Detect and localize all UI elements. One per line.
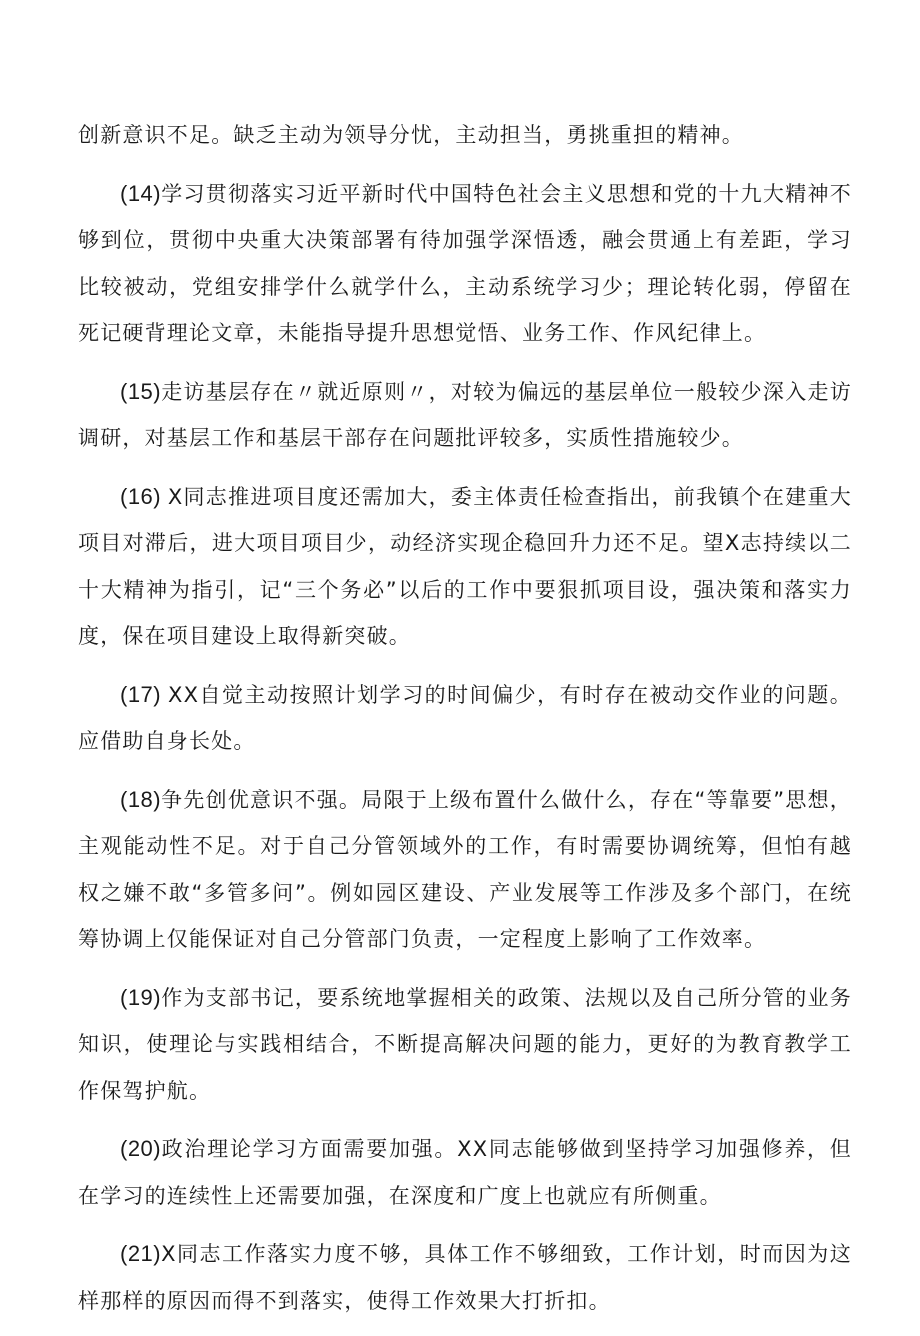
paragraph-15 — [78, 369, 852, 462]
paragraph-text: X同志工作落实力度不够，具体工作不够细致，工作计划，时而因为这样那样的原因而得不到落实，使得工作效果大打折扣。 — [78, 1242, 852, 1313]
paragraph-number: (20) — [120, 1136, 162, 1161]
paragraph-20 — [78, 1126, 852, 1219]
paragraph-number: (16) — [120, 483, 168, 509]
paragraph-text: 作为支部书记，要系统地掌握相关的政策、法规以及自己所分管的业务知识，使理论与实践相结合，不断提高解决问题的能力，更好的为教育教学工作保驾护航。 — [78, 985, 852, 1103]
paragraph-number: (17) — [120, 681, 169, 707]
paragraph-number: (18) — [120, 786, 162, 812]
paragraph-continuation — [78, 112, 852, 159]
paragraph-text: X同志推进项目度还需加大，委主体责任检查指出，前我镇个在建重大项目对滞后，进大项目项目少，动经济实现企稳回升力还不足。望X志持续以二十大精神为指引，记“三个务必”以后的工作中要狠抓项目设，强决策和落实力度，保在项目建设上取得新突破。 — [78, 484, 852, 648]
paragraph-17 — [78, 672, 852, 765]
paragraph-number: (15) — [120, 378, 162, 404]
paragraph-18 — [78, 777, 852, 963]
paragraph-number: (21) — [120, 1241, 162, 1266]
paragraph-number: (14) — [120, 180, 162, 206]
paragraph-text: 学习贯彻落实习近平新时代中国特色社会主义思想和党的十九大精神不够到位，贯彻中央重大决策部署有待加强学深悟透，融会贯通上有差距，学习比较被动，党组安排学什么就学什么，主动系统学习少；理论转化弱，停留在死记硬背理论文章，未能指导提升思想觉悟、业务工作、作风纪律上。 — [78, 181, 852, 345]
paragraph-text: XX自觉主动按照计划学习的时间偏少，有时存在被动交作业的问题。应借助自身长处。 — [78, 682, 852, 753]
paragraph-text: 政治理论学习方面需要加强。XX同志能够做到坚持学习加强修养，但在学习的连续性上还需要加强，在深度和广度上也就应有所侧重。 — [78, 1137, 852, 1208]
paragraph-text: 创新意识不足。缺乏主动为领导分忧，主动担当，勇挑重担的精神。 — [78, 123, 744, 147]
paragraph-text: 争先创优意识不强。局限于上级布置什么做什么，存在“等靠要”思想，主观能动性不足。对于自己分管领域外的工作，有时需要协调统筹，但怕有越权之嫌不敢“多管多问”。例如园区建设、产业发展等工作涉及多个部门，在统筹协调上仅能保证对自己分管部门负责，一定程度上影响了工作效率。 — [78, 787, 852, 951]
paragraph-text: 走访基层存在〃就近原则〃，对较为偏远的基层单位一般较少深入走访调研，对基层工作和基层干部存在问题批评较多，实质性措施较少。 — [78, 379, 852, 450]
paragraph-14 — [78, 171, 852, 357]
paragraph-21 — [78, 1231, 852, 1324]
paragraph-19 — [78, 975, 852, 1115]
paragraph-number: (19) — [120, 984, 162, 1010]
paragraph-16 — [78, 474, 852, 660]
document-body — [78, 112, 852, 1336]
